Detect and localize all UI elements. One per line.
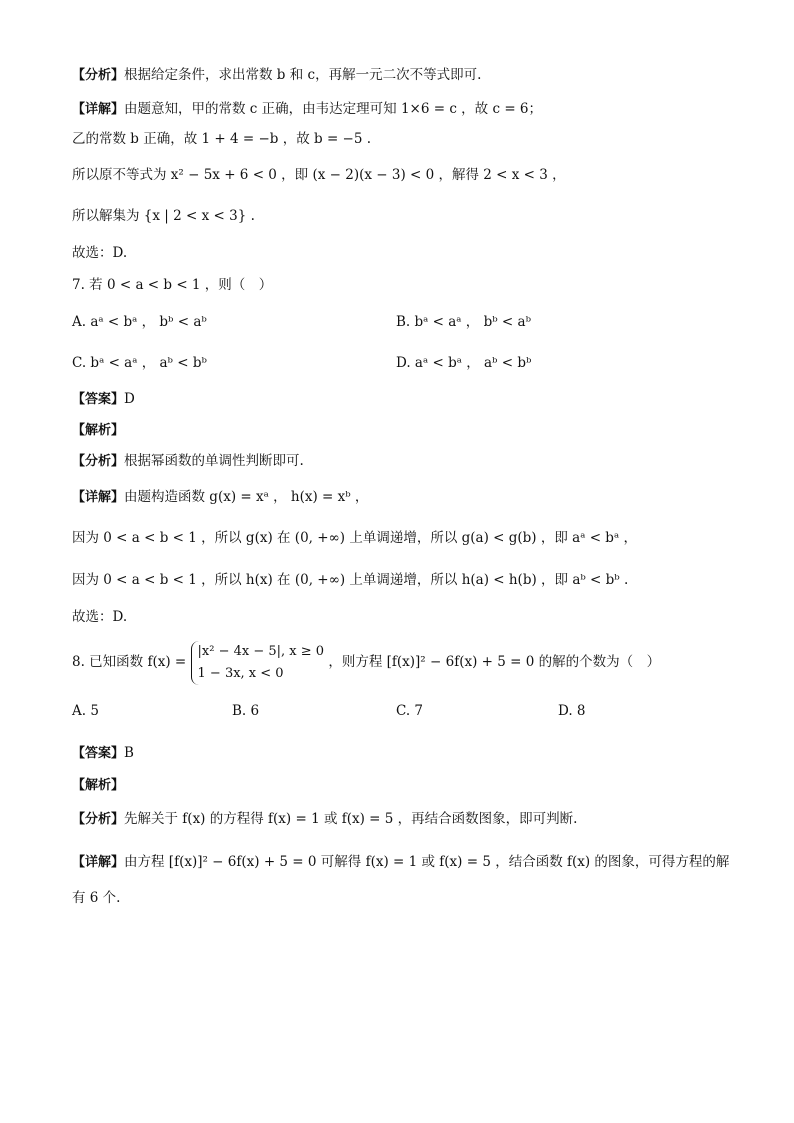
detail-text: 由方程 [f(x)]² − 6f(x) + 5 = 0 可解得 f(x) = 1 或 f(x) = 5 ，结合函数 f(x) 的图象，可得方程的解 xyxy=(124,854,730,870)
q6-detail-line-2: 乙的常数 b 正确，故 1 + 4 = −b ，故 b = −5 . xyxy=(72,131,372,147)
q8-solution-tag xyxy=(72,776,124,795)
piecewise-function xyxy=(191,640,325,685)
detail-text: 由题意知，甲的常数 c 正确，由韦达定理可知 1×6 = c ，故 c = 6； xyxy=(124,101,543,117)
q7-conclusion: 故选：D. xyxy=(72,609,128,625)
q7-detail-line-3: 因为 0 < a < b < 1 ，所以 h(x) 在 (0, +∞) 上单调递增，所以 h(a) < h(b) ，即 aᵇ < bᵇ . xyxy=(72,572,629,588)
piece-1: |x² − 4x − 5|, x ≥ 0 xyxy=(197,643,325,659)
analysis-tag: 【分析】 xyxy=(72,454,125,469)
q8-detail-line-1 xyxy=(72,853,729,872)
q6-detail-line-1 xyxy=(72,100,542,119)
answer-value: D xyxy=(124,391,135,407)
solution-tag: 【解析】 xyxy=(72,423,125,438)
q7-stem: 7. 若 0 < a < b < 1 ，则（ ） xyxy=(72,277,273,293)
q8-option-c: C. 7 xyxy=(396,703,424,719)
q7-analysis-line xyxy=(72,452,304,471)
piecewise-brace xyxy=(191,641,325,685)
q8-answer-line xyxy=(72,744,134,763)
q8-option-b: B. 6 xyxy=(232,703,260,719)
solution-tag: 【解析】 xyxy=(72,778,125,793)
q7-option-a: A. aᵃ < bᵃ ， bᵇ < aᵇ xyxy=(72,314,207,330)
q8-stem-suffix: ，则方程 [f(x)]² − 6f(x) + 5 = 0 的解的个数为（ ） xyxy=(328,654,661,670)
q6-detail-line-4: 所以解集为 {x | 2 < x < 3} . xyxy=(72,208,255,224)
answer-tag: 【答案】 xyxy=(72,746,125,761)
analysis-text: 根据给定条件，求出常数 b 和 c，再解一元二次不等式即可. xyxy=(124,67,482,83)
q6-analysis-line xyxy=(72,66,481,85)
detail-text: 由题构造函数 g(x) = xᵃ ， h(x) = xᵇ ， xyxy=(124,489,369,505)
q8-option-d: D. 8 xyxy=(558,703,586,719)
answer-tag: 【答案】 xyxy=(72,392,125,407)
analysis-text: 先解关于 f(x) 的方程得 f(x) = 1 或 f(x) = 5 ，再结合函数图象，即可判断. xyxy=(124,811,578,827)
q6-detail-line-3: 所以原不等式为 x² − 5x + 6 < 0 ，即 (x − 2)(x − 3) < 0 ，解得 2 < x < 3 ， xyxy=(72,167,566,183)
q7-detail-line-1 xyxy=(72,488,368,507)
q7-option-d: D. aᵃ < bᵃ ， aᵇ < bᵇ xyxy=(396,355,532,371)
q8-analysis-line xyxy=(72,810,577,829)
piece-2: 1 − 3x, x < 0 xyxy=(197,665,284,681)
detail-tag: 【详解】 xyxy=(72,490,125,505)
q8-detail-line-2: 有 6 个. xyxy=(72,890,121,906)
answer-value: B xyxy=(124,745,134,761)
q7-detail-line-2: 因为 0 < a < b < 1 ，所以 g(x) 在 (0, +∞) 上单调递增，所以 g(a) < g(b) ，即 aᵃ < bᵃ ， xyxy=(72,530,637,546)
q8-stem xyxy=(72,640,660,685)
detail-tag: 【详解】 xyxy=(72,855,125,870)
q7-answer-line xyxy=(72,390,135,409)
q8-stem-prefix: 8. 已知函数 f(x) = xyxy=(72,654,187,670)
analysis-tag: 【分析】 xyxy=(72,68,125,83)
detail-tag: 【详解】 xyxy=(72,102,125,117)
q7-option-c: C. bᵃ < aᵃ ， aᵇ < bᵇ xyxy=(72,355,207,371)
q7-option-b: B. bᵃ < aᵃ ， bᵇ < aᵇ xyxy=(396,314,531,330)
q8-option-a: A. 5 xyxy=(72,703,99,719)
analysis-text: 根据幂函数的单调性判断即可. xyxy=(124,453,304,469)
analysis-tag: 【分析】 xyxy=(72,812,125,827)
q7-solution-tag xyxy=(72,421,124,440)
q6-conclusion: 故选：D. xyxy=(72,245,128,261)
